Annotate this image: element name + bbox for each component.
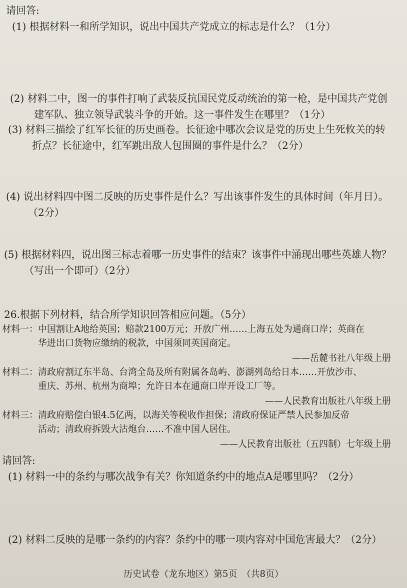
q25-5-line1: (5) 根据材料四，说出图三标志着哪一历史事件的结束？该事件中涌现出哪些英雄人物？ <box>4 250 392 261</box>
q26-material2-line2: 重庆、苏州、杭州为商埠；允许日本在通商口岸开设工厂等。 <box>38 382 282 392</box>
q26-material2-line1: 材料二：清政府割辽东半岛、台湾全岛及所有附属各岛屿、澎湖列岛给日本……开放沙市、 <box>2 368 363 378</box>
q25-3-line2: 折点？长征途中，红军跳出敌人包围圈的事件是什么？（2分） <box>32 141 309 152</box>
q26-2: (2) 材料二反映的是哪一条约的内容？条约中的哪一项内容对中国危害最大？（2分） <box>8 535 382 546</box>
answer-prompt: 请回答: <box>6 6 40 17</box>
q26-material3-source: ——人民教育出版社（五四制）七年级上册 <box>219 440 391 450</box>
q26-prompt: 请回答: <box>2 456 36 467</box>
q26-1: (1) 材料一中的条约与哪次战争有关？你知道条约中的地点A是哪里吗？（2分） <box>8 472 359 483</box>
q26-material1-line2: 华进出口货物应缴纳的税款，中国须同英国商定。 <box>38 339 237 349</box>
q25-2-line2: 建军队、独立领导武装斗争的开始。这一事件发生在哪里？（1分） <box>34 110 331 121</box>
q26-material1-source: ——岳麓书社八年级上册 <box>291 354 391 364</box>
q25-1: (1) 根据材料一和所学知识，说出中国共产党成立的标志是什么？（1分） <box>12 22 336 33</box>
q25-2-line1: (2) 材料二中，图一的事件打响了武装反抗国民党反动统治的第一枪，是中国共产党创 <box>10 94 388 105</box>
q25-3-line1: (3) 材料三描绘了红军长征的历史画卷。长征途中哪次会议是党的历史上生死攸关的转 <box>8 125 386 136</box>
q25-4-line2: （2分） <box>28 208 65 219</box>
q26-material3-line1: 材料三：清政府赔偿白银4.5亿两，以海关等税收作担保；清政府保证严禁人民参加反帝 <box>2 411 350 421</box>
q26-material3-line2: 活动；清政府拆毁大沽炮台……不准中国人居住。 <box>38 425 237 435</box>
page-footer: 历史试卷（龙东地区）第5页 （共8页） <box>123 570 284 580</box>
q26-title: 26.根据下列材料，结合所学知识回答相应问题。（5分） <box>4 310 252 321</box>
q25-5-line2: （写出一个即可）（2分） <box>24 266 136 277</box>
q26-material1-line1: 材料一：中国割让A地给英国；赔款2100万元；开放广州……上海五处为通商口岸；英商在 <box>2 325 365 335</box>
q26-material2-source: ——人民教育出版社八年级上册 <box>264 397 391 407</box>
q25-4-line1: (4) 说出材料四中图二反映的历史事件是什么？写出该事件发生的具体时间（年月日）。 <box>6 192 389 203</box>
